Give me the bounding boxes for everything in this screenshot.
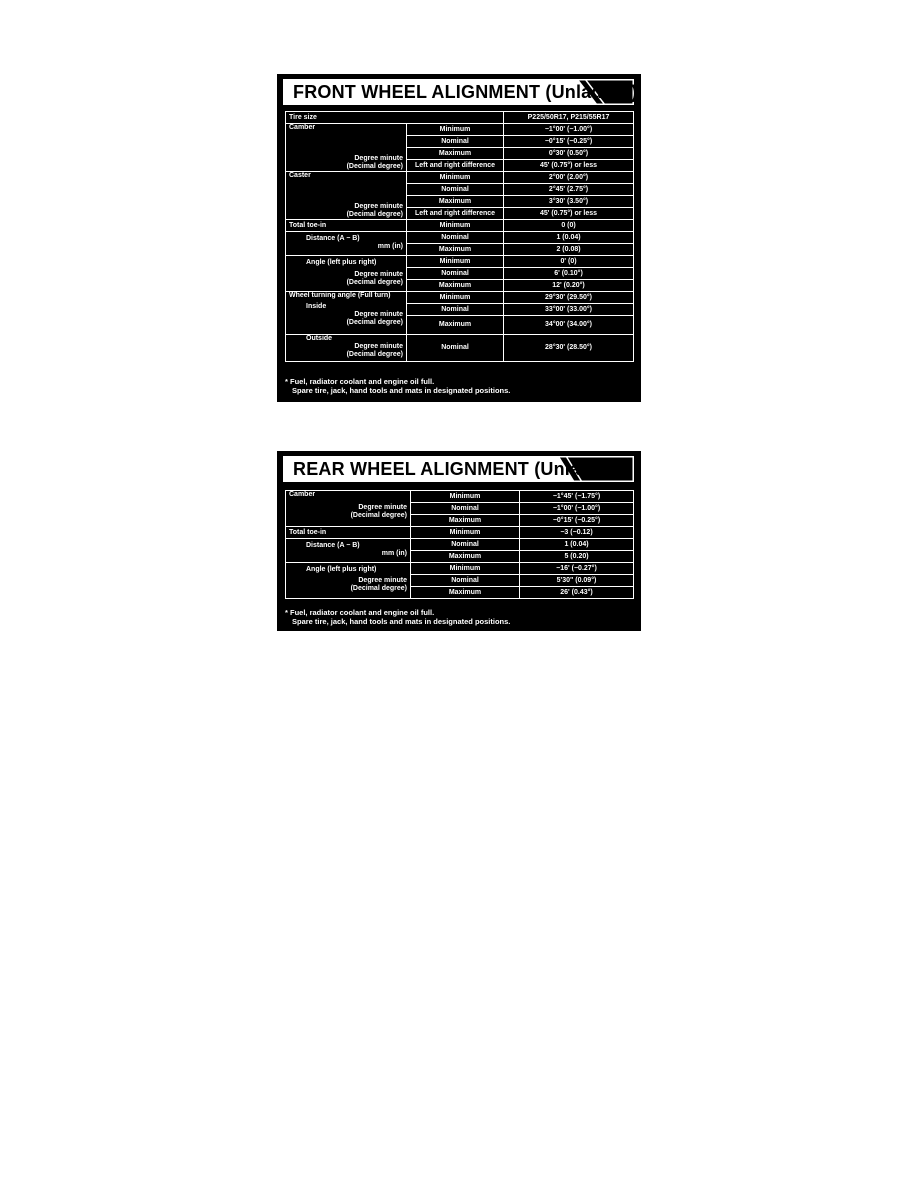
value-cell: −1°00' (−1.00°) [520,503,634,515]
table-row [286,539,634,551]
turning-label: Wheel turning angle (Full turn) [289,292,391,299]
table-row [286,335,634,362]
value-cell: 0' (0) [504,256,634,268]
condition-cell: Nominal [407,268,504,280]
distance-label-cell [286,232,407,256]
table-row [286,124,634,136]
condition-cell: Left and right difference [407,160,504,172]
angle-unit-decimal: (Decimal degree) [350,585,407,592]
value-cell: 12' (0.20°) [504,280,634,292]
footnote-line-1: * Fuel, radiator coolant and engine oil full. [285,608,435,617]
value-cell: 5 (0.20) [520,551,634,563]
outside-unit-decimal: (Decimal degree) [346,351,403,358]
footnote-line-2: Spare tire, jack, hand tools and mats in designated positions. [292,386,511,395]
condition-cell: Maximum [411,551,520,563]
distance-label: Distance (A − B) [306,542,360,549]
caster-label-cell [286,172,407,220]
rear-title: REAR WHEEL ALIGNMENT (Unladen*) [293,459,627,479]
condition-cell: Maximum [407,196,504,208]
value-cell: 2°45' (2.75°) [504,184,634,196]
condition-cell: Maximum [407,280,504,292]
distance-label: Distance (A − B) [306,235,360,242]
condition-cell: Minimum [407,256,504,268]
value-cell: 34°00' (34.00°) [504,316,634,335]
tire-size-label: Tire size [286,112,504,124]
rear-camber-label-cell [286,491,411,527]
value-cell: −1°45' (−1.75°) [520,491,634,503]
condition-cell: Minimum [411,527,520,539]
condition-cell: Minimum [411,563,520,575]
value-cell: 6' (0.10°) [504,268,634,280]
condition-cell: Left and right difference [407,208,504,220]
table-row [286,112,634,124]
condition-cell: Minimum [411,491,520,503]
front-wheel-alignment-panel [277,74,641,402]
condition-cell: Minimum [407,220,504,232]
rear-footnote [285,608,510,626]
condition-cell: Nominal [411,575,520,587]
value-cell: 0 (0) [504,220,634,232]
condition-cell: Nominal [407,304,504,316]
table-row [286,527,634,539]
value-cell: 26' (0.43°) [520,587,634,599]
table-row [286,292,634,304]
angle-label: Angle (left plus right) [306,259,377,266]
value-cell: 0°30' (0.50°) [504,148,634,160]
caster-unit: Degree minute [354,203,403,210]
angle-unit: Degree minute [354,271,403,278]
tire-size-value: P225/50R17, P215/55R17 [504,112,634,124]
value-cell: −0°15' (−0.25°) [504,136,634,148]
camber-label-cell [286,124,407,172]
inside-label: Inside [306,303,327,310]
toe-in-label: Total toe-in [286,527,411,539]
table-row [286,491,634,503]
condition-cell: Minimum [407,292,504,304]
distance-unit: mm (in) [381,550,407,557]
rear-spec-table [285,490,634,599]
value-cell: −1°00' (−1.00°) [504,124,634,136]
rear-wheel-alignment-panel [277,451,641,631]
outside-label-cell [286,335,407,362]
value-cell: 3°30' (3.50°) [504,196,634,208]
value-cell: 45' (0.75°) or less [504,208,634,220]
condition-cell: Minimum [407,124,504,136]
value-cell: −0°15' (−0.25°) [520,515,634,527]
camber-unit-decimal: (Decimal degree) [350,512,407,519]
value-cell: −3 (−0.12) [520,527,634,539]
condition-cell: Nominal [411,539,520,551]
toe-in-label: Total toe-in [286,220,407,232]
value-cell: −16' (−0.27°) [520,563,634,575]
angle-unit: Degree minute [358,577,407,584]
condition-cell: Nominal [407,184,504,196]
table-row [286,232,634,244]
value-cell: 1 (0.04) [504,232,634,244]
angle-label-cell [286,563,411,599]
condition-cell: Nominal [411,503,520,515]
condition-cell: Minimum [407,172,504,184]
footnote-line-2: Spare tire, jack, hand tools and mats in designated positions. [292,617,511,626]
value-cell: 29°30' (29.50°) [504,292,634,304]
angle-label-cell [286,256,407,292]
outside-unit: Degree minute [354,343,403,350]
table-row [286,256,634,268]
value-cell: 33°00' (33.00°) [504,304,634,316]
front-title: FRONT WHEEL ALIGNMENT (Unladen*) [293,82,638,102]
caster-unit-decimal: (Decimal degree) [346,211,403,218]
footnote-line-1: * Fuel, radiator coolant and engine oil full. [285,377,435,386]
table-row [286,172,634,184]
front-footnote [285,377,510,395]
condition-cell: Maximum [407,244,504,256]
camber-unit: Degree minute [354,155,403,162]
condition-cell: Maximum [411,515,520,527]
condition-cell: Nominal [407,232,504,244]
value-cell: 1 (0.04) [520,539,634,551]
angle-label: Angle (left plus right) [306,566,377,573]
condition-cell: Nominal [407,335,504,362]
camber-label: Camber [289,124,316,131]
condition-cell: Maximum [411,587,520,599]
condition-cell: Maximum [407,316,504,335]
condition-cell: Nominal [407,136,504,148]
camber-label: Camber [289,491,316,498]
value-cell: 2 (0.08) [504,244,634,256]
angle-unit-decimal: (Decimal degree) [346,279,403,286]
front-spec-table [285,111,634,362]
distance-label-cell [286,539,411,563]
inside-unit-decimal: (Decimal degree) [346,319,403,326]
value-cell: 5'30" (0.09°) [520,575,634,587]
distance-unit: mm (in) [377,243,403,250]
camber-unit: Degree minute [358,504,407,511]
front-title-bar [283,79,638,105]
inside-unit: Degree minute [354,311,403,318]
value-cell: 45' (0.75°) or less [504,160,634,172]
value-cell: 28°30' (28.50°) [504,335,634,362]
condition-cell: Maximum [407,148,504,160]
rear-title-bar [283,456,634,482]
table-row [286,563,634,575]
table-row [286,220,634,232]
turning-label-cell [286,292,407,335]
outside-label: Outside [306,335,333,342]
value-cell: 2°00' (2.00°) [504,172,634,184]
caster-label: Caster [289,172,311,179]
camber-unit-decimal: (Decimal degree) [346,163,403,170]
